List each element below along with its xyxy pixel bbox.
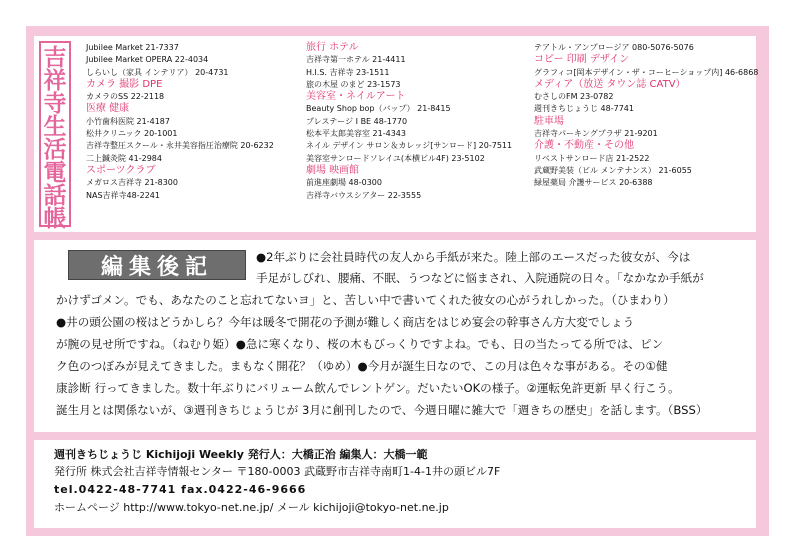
directory-entry: 松本平太郎美容室 21-4343 — [306, 129, 406, 139]
directory-entry: 吉祥寺整圧スクール・永井美容指圧治療院 20-6232 — [86, 141, 274, 151]
directory-entry: むさしのFM 23-0782 — [534, 92, 614, 102]
directory-entry: 武蔵野美装（ビル メンテナンス） 21-6055 — [534, 165, 692, 175]
publisher-line: 週刊きちじょうじ Kichijoji Weekly 発行人：大橋正治 編集人：大橋一範 — [54, 448, 428, 461]
directory-category: 医療 健康 — [86, 103, 130, 115]
directory-entry: テアトル・アンプロージア 080-5076-5076 — [534, 43, 694, 52]
directory-entry: プレステージ I BE 48-1770 — [306, 116, 408, 126]
directory-entry: リベストサンロード店 21-2522 — [534, 153, 650, 163]
editorial-line: 康診断 行ってきました。数十年ぶりにバリューム飲んでレントゲン。だいたいOKの様子。②運転免許更新 早く行こう。 — [56, 381, 680, 395]
editorial-line: かけずゴメン。でも、あなたのこと忘れてないヨ」と、苦しい中で書いてくれた彼女の心がうれしかった。（ひまわり） — [56, 293, 675, 307]
directory-entry: 吉祥寺第一ホテル 21-4411 — [306, 55, 406, 65]
directory-category: スポーツクラブ — [86, 164, 156, 176]
directory-panel — [34, 36, 759, 232]
editorial-line: が腕の見せ所ですね。（ねむり姫）●急に寒くなり、桜の木もびっくりですよね。でも、日の当たってる所では、ピン — [56, 337, 664, 351]
editorial-line: ●2年ぶりに会社員時代の友人から手紙が来た。陸上部のエースだった彼女が、今は — [256, 250, 691, 264]
directory-entry: Jubilee Market 21-7337 — [86, 43, 179, 52]
title-char: 生 — [43, 114, 67, 140]
publisher-line: 発行所 株式会社吉祥寺情報センター 〒180-0003 武蔵野市吉祥寺南町1-4-1井の頭ビル7F — [54, 465, 501, 478]
editorial-line: ●井の頭公園の桜はどうかしら？今年は暖冬で開花の予測が難しく商店をはじめ宴会の幹事さん方大変でしょう — [56, 315, 635, 329]
directory-entry: 小竹歯科医院 21-4187 — [86, 116, 170, 126]
title-char: 帳 — [43, 206, 67, 232]
directory-category: メディア（放送 タウン誌 CATV） — [534, 78, 686, 90]
title-char: 電 — [43, 160, 67, 186]
directory-entry: NAS吉祥寺48-2241 — [86, 190, 160, 200]
editorial-panel — [34, 240, 756, 432]
directory-entry: しらいし（家具 インテリア） 20-4731 — [86, 67, 229, 77]
directory-category: 駐車場 — [534, 115, 564, 127]
title-char: 話 — [43, 183, 67, 209]
title-char: 祥 — [43, 68, 67, 94]
directory-entry: Jubilee Market OPERA 22-4034 — [86, 55, 209, 65]
editorial-title: 編集後記 — [68, 250, 246, 280]
directory-entry: 二上鍼灸院 41-2984 — [86, 153, 162, 163]
directory-category: 美容室・ネイルアート — [306, 91, 406, 103]
directory-column-1 — [86, 42, 316, 202]
title-char: 吉 — [43, 45, 67, 71]
editorial-line: 誕生月とは関係ないが、③週刊きちじょうじが 3月に創刊したので、今週日曜に雑大で「週きちの歴史」を話します。（BSS） — [56, 403, 708, 417]
directory-category: 劇場 映画館 — [306, 164, 360, 176]
directory-entry: ネイル デザイン サロン＆カレッジ[サンロード] 20-7511 — [306, 141, 513, 151]
directory-entry: 松井クリニック 20-1001 — [86, 129, 178, 139]
directory-category: 介護・不動産・その他 — [534, 140, 634, 152]
publisher-panel — [34, 440, 756, 528]
directory-entry: 旅の木屋 のまど 23-1573 — [306, 79, 401, 89]
directory-category: カメラ 撮影 DPE — [86, 78, 163, 90]
publisher-phone: tel.0422-48-7741 fax.0422-46-9666 — [54, 483, 307, 496]
title-char: 活 — [43, 137, 67, 163]
directory-entry: 吉祥寺パーキングプラザ 21-9201 — [534, 129, 658, 139]
directory-entry: Beauty Shop bop（バップ） 21-8415 — [306, 104, 451, 114]
directory-column-3 — [534, 42, 759, 190]
editorial-line: ク色のつぼみが見えてきました。まもなく開花？（ゆめ）●今月が誕生日なので、この月は色々な事がある。その①健 — [56, 359, 668, 373]
directory-category: コピー 印刷 デザイン — [534, 54, 630, 66]
directory-title — [39, 41, 71, 232]
directory-entry: グラフィコ[岡本デザイン・ザ・コーヒーショップ内] 46-6868 — [534, 67, 759, 77]
directory-entry: H.I.S. 吉祥寺 23-1511 — [306, 67, 390, 77]
directory-entry: 前進座劇場 48-0300 — [306, 178, 382, 188]
directory-category: 旅行 ホテル — [306, 42, 359, 53]
directory-column-2 — [306, 42, 536, 202]
directory-entry: メガロス吉祥寺 21-8300 — [86, 178, 178, 188]
directory-entry: 美容室サンロードソレイユ(本横ビル4F) 23-5102 — [306, 153, 485, 163]
editorial-line: 手足がしびれ、腰痛、不眠、うつなどに悩まされ、入院通院の日々。「なかなか手紙が — [256, 271, 704, 285]
title-char: 寺 — [43, 91, 67, 117]
directory-entry: 週刊きちじょうじ 48-7741 — [534, 104, 634, 114]
directory-entry: 吉祥寺バウスシアター 22-3555 — [306, 190, 422, 200]
publisher-web: ホームページ http://www.tokyo-net.ne.jp/ メール kichijoji@tokyo-net.ne.jp — [54, 501, 449, 514]
directory-entry: カメラのSS 22-2118 — [86, 92, 165, 102]
directory-entry: 緑屋薬局 介護サービス 20-6388 — [534, 178, 653, 188]
